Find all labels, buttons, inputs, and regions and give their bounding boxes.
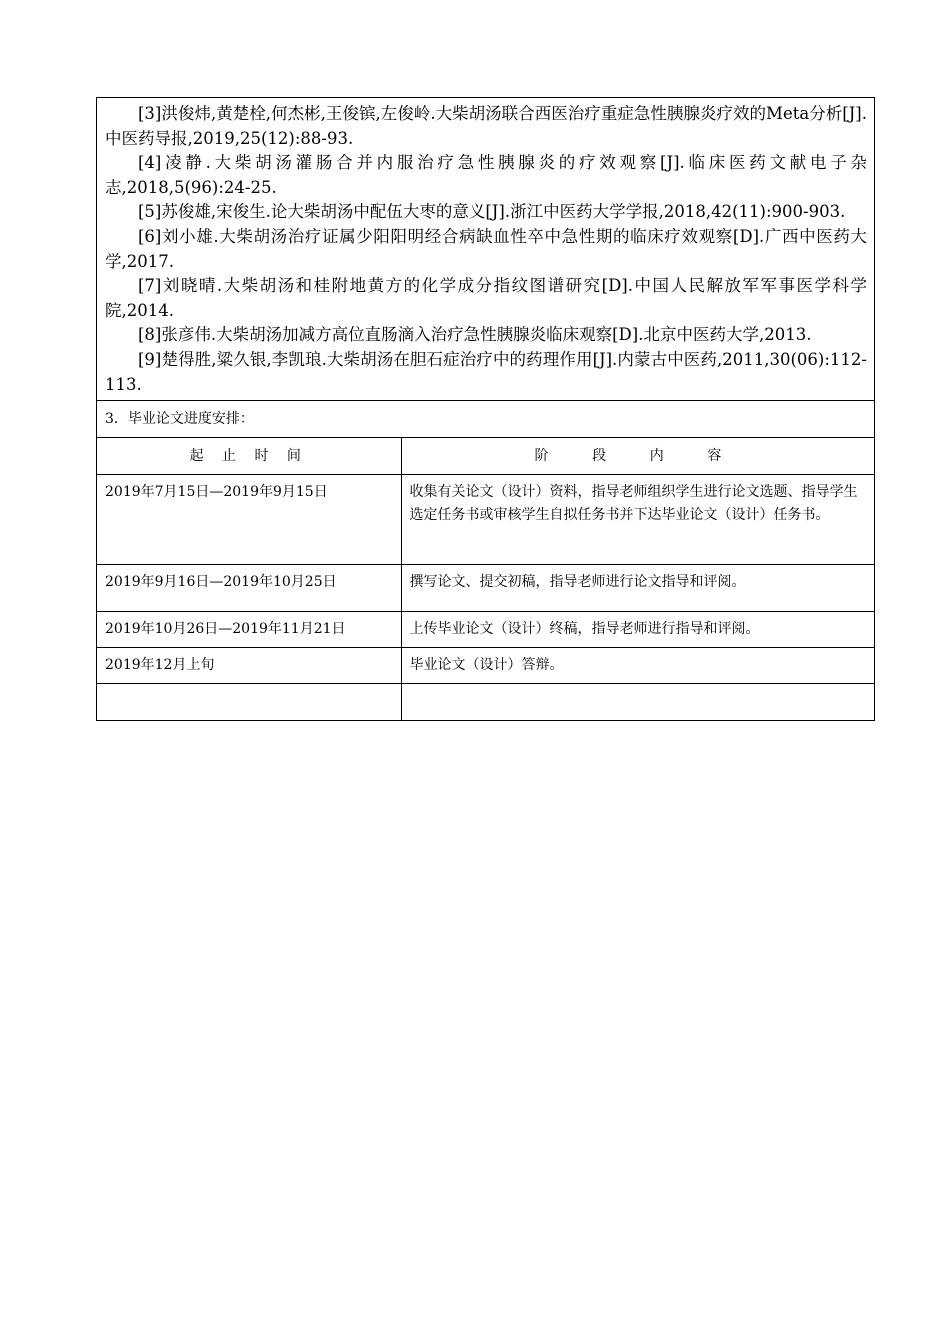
table-row bbox=[97, 475, 874, 565]
reference-list bbox=[97, 98, 874, 401]
time-cell: 2019年7月15日—2019年9月15日 bbox=[97, 475, 401, 565]
schedule-header-row bbox=[97, 438, 874, 475]
time-cell: 2019年10月26日—2019年11月21日 bbox=[97, 612, 401, 648]
header-time-cell: 起 止 时 间 bbox=[97, 438, 401, 475]
reference-item: [3]洪俊炜,黄楚栓,何杰彬,王俊镔,左俊岭.大柴胡汤联合西医治疗重症急性胰腺炎疗效的Meta分析[J].中医药导报,2019,25(12):88-93. bbox=[105, 104, 867, 148]
content-cell: 毕业论文（设计）答辩。 bbox=[401, 648, 874, 684]
schedule-table bbox=[97, 438, 874, 720]
reference-item: [9]楚得胜,粱久银,李凯琅.大柴胡汤在胆石症治疗中的药理作用[J].内蒙古中医药,2011,30(06):112-113. bbox=[105, 349, 867, 394]
reference-item: [5]苏俊雄,宋俊生.论大柴胡汤中配伍大枣的意义[J].浙江中医药大学学报,2018,42(11):900-903. bbox=[138, 202, 846, 222]
reference-item: [7]刘晓晴.大柴胡汤和桂附地黄方的化学成分指纹图谱研究[D].中国人民解放军军事医学科学院,2014. bbox=[105, 276, 867, 320]
table-row-empty bbox=[97, 684, 874, 721]
schedule-section-title: 3．毕业论文进度安排： bbox=[97, 401, 874, 438]
content-cell: 撰写论文、提交初稿，指导老师进行论文指导和评阅。 bbox=[401, 565, 874, 612]
content-cell: 上传毕业论文（设计）终稿，指导老师进行指导和评阅。 bbox=[401, 612, 874, 648]
reference-item: [8]张彦伟.大柴胡汤加减方高位直肠滴入治疗急性胰腺炎临床观察[D].北京中医药大学,2013. bbox=[138, 325, 812, 345]
table-row bbox=[97, 565, 874, 612]
time-cell: 2019年12月上旬 bbox=[97, 648, 401, 684]
header-content-cell: 阶 段 内 容 bbox=[401, 438, 874, 475]
content-cell bbox=[401, 684, 874, 721]
time-cell bbox=[97, 684, 401, 721]
reference-item: [4]凌静.大柴胡汤灌肠合并内服治疗急性胰腺炎的疗效观察[J].临床医药文献电子杂志,2018,5(96):24-25. bbox=[105, 153, 867, 197]
table-row bbox=[97, 648, 874, 684]
content-cell: 收集有关论文（设计）资料，指导老师组织学生进行论文选题、指导学生选定任务书或审核学生自拟任务书并下达毕业论文（设计）任务书。 bbox=[401, 475, 874, 565]
time-cell: 2019年9月16日—2019年10月25日 bbox=[97, 565, 401, 612]
reference-item: [6]刘小雄.大柴胡汤治疗证属少阳阳明经合病缺血性卒中急性期的临床疗效观察[D].广西中医药大学,2017. bbox=[105, 226, 867, 271]
table-row bbox=[97, 612, 874, 648]
form-table bbox=[96, 97, 875, 721]
